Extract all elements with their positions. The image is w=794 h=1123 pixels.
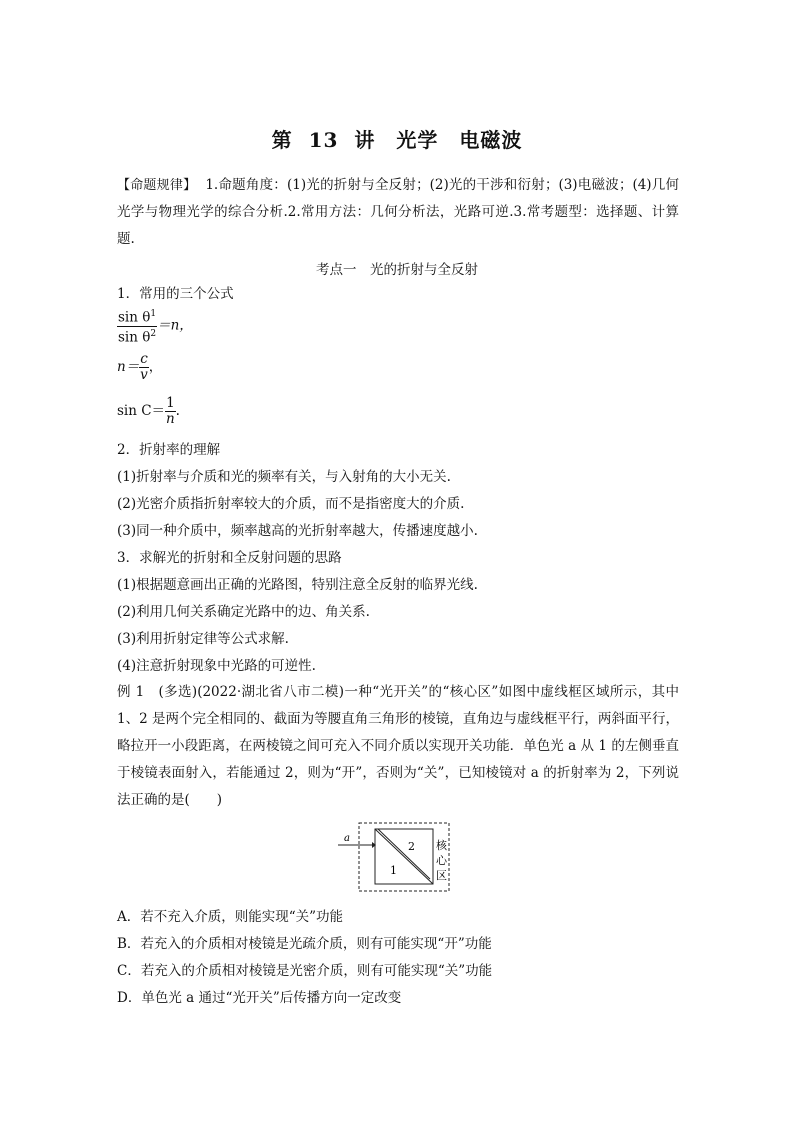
- intro-tag: 【命题规律】: [117, 178, 197, 193]
- optical-switch-figure: [338, 822, 458, 898]
- optical-switch-diagram: [338, 822, 458, 894]
- option-d: D．单色光 a 通过“光开关”后传播方向一定改变: [117, 990, 402, 1006]
- fraction: $\frac{c}{v}$: [140, 351, 148, 383]
- prism-hypotenuse-1: [378, 829, 430, 879]
- list-item: (1)折射率与介质和光的频率有关，与入射角的大小无关.: [117, 469, 451, 485]
- zone-label-char: 心: [436, 854, 447, 867]
- option-b: B．若充入的介质相对棱镜是光疏介质，则有可能实现“开”功能: [117, 936, 492, 952]
- heading-method: 3．求解光的折射和全反射问题的思路: [117, 550, 342, 566]
- option-c: C．若充入的介质相对棱镜是光密介质，则有可能实现“关”功能: [117, 963, 493, 979]
- prism-hypotenuse-2: [375, 829, 433, 884]
- list-item: (3)利用折射定律等公式求解.: [117, 631, 289, 647]
- example-question: 例 1 (多选)(2022·湖北省八市二模)一种“光开关”的“核心区”如图中虚线框区域所示，其中 1、2 是两个完全相同的、截面为等腰直角三角形的棱镜，直角边与虚线框平行，两斜面平行，略拉开一小段距离，在两棱镜之间可充入不同介质以实现开关功能．单色光 a 从 1 的左侧垂直于棱镜表面射入，若能通过 2，则为“开”，否则为“关”，已知棱镜对 a 的折射率为 2，下列说法正确的是( ): [117, 684, 679, 808]
- formula-speed: n＝ $\frac{c}{v}$ ，: [117, 351, 163, 383]
- list-item: (1)根据题意画出正确的光路图，特别注意全反射的临界光线.: [117, 577, 478, 593]
- list-item: (2)利用几何关系确定光路中的边、角关系.: [117, 604, 370, 620]
- fraction: $\frac{1}{n}$: [166, 395, 175, 427]
- section-title: 考点一 光的折射与全反射: [316, 262, 478, 278]
- heading-formulas: 1．常用的三个公式: [117, 286, 234, 302]
- heading-refractive-index: 2．折射率的理解: [117, 442, 221, 458]
- zone-label-char: 区: [436, 869, 447, 882]
- option-a: A．若不充入介质，则能实现“关”功能: [117, 909, 344, 925]
- zone-label-char: 核: [436, 839, 447, 852]
- formula-snell: $\frac{\sin \theta^1}{\sin \theta^2}$ ＝n，: [118, 309, 193, 345]
- intro-text: 1.命题角度：(1)光的折射与全反射；(2)光的干涉和衍射；(3)电磁波；(4)几何光学与物理光学的综合分析.2.常用方法：几何分析法，光路可逆.3.常考题型：选择题、计算题.: [117, 177, 679, 247]
- list-item: (3)同一种介质中，频率越高的光折射率越大，传播速度越小.: [117, 523, 478, 539]
- ray-label: a: [344, 833, 350, 844]
- formula-critical-angle: sin C＝ $\frac{1}{n}$ .: [117, 395, 180, 427]
- prism-2-label: 2: [408, 840, 415, 853]
- prism-1-label: 1: [390, 864, 397, 877]
- intro-paragraph: [117, 172, 679, 253]
- page-title: 第 13 讲 光学 电磁波: [271, 128, 523, 152]
- fraction: $\frac{\sin \theta^1}{\sin \theta^2}$: [118, 309, 157, 345]
- list-item: (2)光密介质指折射率较大的介质，而不是指密度大的介质.: [117, 496, 465, 512]
- list-item: (4)注意折射现象中光路的可逆性.: [117, 658, 316, 674]
